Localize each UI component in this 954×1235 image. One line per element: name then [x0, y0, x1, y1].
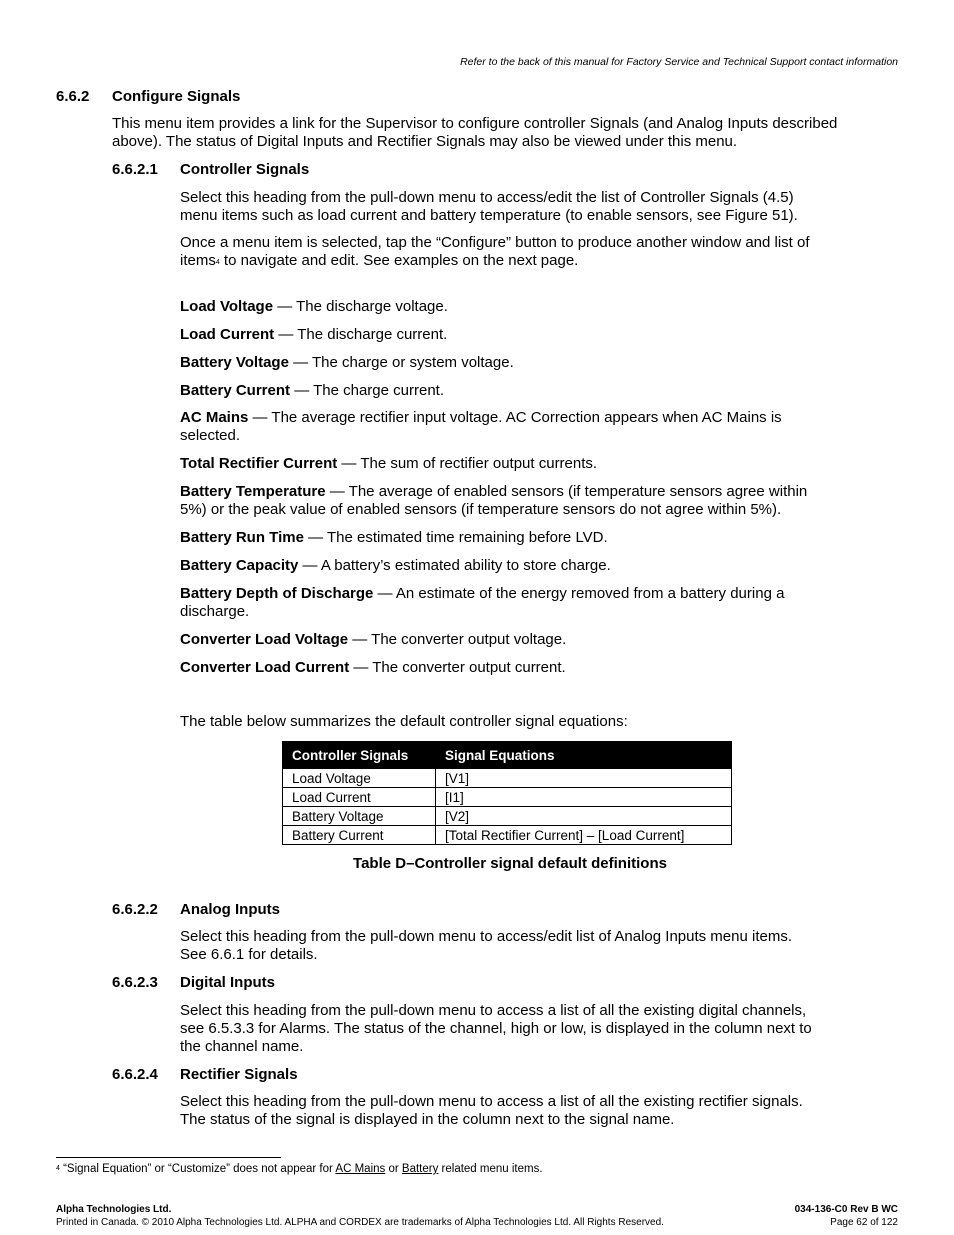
table-caption: Table D–Controller signal default definitions — [353, 855, 667, 872]
section-number: 6.6.2 — [56, 88, 90, 105]
subsection-heading-digital-inputs — [112, 974, 275, 991]
definition-term: Converter Load Current — [180, 659, 350, 676]
definition-desc: — A battery’s estimated ability to store charge. — [298, 557, 611, 574]
definition-battery-depth-of-discharge — [180, 585, 784, 621]
subsection-heading-rectifier-signals — [112, 1066, 298, 1083]
table-cell: [V2] — [436, 807, 732, 826]
table-intro: The table below summarizes the default controller signal equations: — [180, 713, 628, 730]
table-cell: Battery Current — [283, 826, 436, 845]
table-row — [283, 788, 732, 807]
footer-right — [795, 1203, 898, 1229]
definition-term: Battery Temperature — [180, 483, 326, 500]
subsection-number: 6.6.2.2 — [112, 901, 158, 918]
footnote-underlined-battery: Battery — [401, 1163, 439, 1175]
definition-desc-cont: discharge. — [180, 603, 250, 620]
footnote-underlined-ac-mains: AC Mains — [335, 1163, 386, 1175]
table-header-cell: Controller Signals — [283, 742, 436, 769]
controller-signals-paragraph-2 — [180, 234, 810, 270]
definition-desc: — The converter output current. — [349, 659, 566, 676]
definition-battery-temperature — [180, 483, 807, 519]
table-row — [283, 769, 732, 788]
definition-desc: — The charge or system voltage. — [288, 354, 514, 371]
subsection-title: Digital Inputs — [180, 974, 275, 991]
subsection-number: 6.6.2.1 — [112, 161, 158, 178]
definition-load-voltage — [180, 298, 448, 316]
table-row — [283, 826, 732, 845]
definition-desc: — The sum of rectifier output currents. — [337, 455, 598, 472]
section-intro — [112, 115, 837, 151]
paragraph-line: Select this heading from the pull-down menu to access a list of all the existing digital channels, — [180, 1002, 807, 1019]
definition-desc: — The average rectifier input voltage. AC Correction appears when AC Mains is — [248, 409, 782, 426]
table-header-row — [283, 742, 732, 769]
paragraph-line: see 6.5.3.3 for Alarms. The status of the channel, high or low, is displayed in the column next to — [180, 1020, 812, 1037]
digital-inputs-paragraph — [180, 1002, 812, 1056]
footnote-text: related menu items. — [438, 1163, 543, 1175]
paragraph-line — [180, 252, 810, 270]
paragraph-text: items — [180, 252, 216, 269]
definition-term: Load Voltage — [180, 298, 274, 315]
definition-battery-current — [180, 382, 444, 400]
footer-page-number: Page 62 of 122 — [830, 1217, 898, 1228]
paragraph-text: to navigate and edit. See examples on the next page. — [219, 252, 579, 269]
analog-inputs-paragraph — [180, 928, 792, 964]
subsection-title: Controller Signals — [180, 161, 310, 178]
subsection-title: Rectifier Signals — [180, 1066, 298, 1083]
section-intro-line2: above). The status of Digital Inputs and Rectifier Signals may also be viewed under this menu. — [112, 133, 738, 150]
definition-desc: — The average of enabled sensors (if temperature sensors agree within — [325, 483, 808, 500]
subsection-title: Analog Inputs — [180, 901, 280, 918]
rectifier-signals-paragraph — [180, 1093, 803, 1129]
definition-desc: — The discharge voltage. — [273, 298, 448, 315]
footnote-reference: 4 — [215, 259, 220, 266]
paragraph-line: Select this heading from the pull-down menu to access a list of all the existing rectifier signals. — [180, 1093, 803, 1110]
footnote-text: or — [385, 1163, 402, 1175]
subsection-heading-analog-inputs — [112, 901, 280, 918]
header-note: Refer to the back of this manual for Factory Service and Technical Support contact information — [460, 56, 898, 68]
definition-desc: — The charge current. — [290, 382, 444, 399]
definition-desc: — The estimated time remaining before LVD. — [303, 529, 608, 546]
paragraph-line: Select this heading from the pull-down menu to access/edit list of Analog Inputs menu items. — [180, 928, 792, 945]
paragraph-line: Once a menu item is selected, tap the “Configure” button to produce another window and list of — [180, 234, 810, 251]
table-cell: Load Voltage — [283, 769, 436, 788]
definition-desc-cont: selected. — [180, 427, 241, 444]
definition-battery-voltage — [180, 354, 514, 372]
paragraph-line: the channel name. — [180, 1038, 304, 1055]
paragraph-line: menu items such as load current and battery temperature (to enable sensors, see Figure 51). — [180, 207, 798, 224]
definition-term: Converter Load Voltage — [180, 631, 349, 648]
definition-desc: — An estimate of the energy removed from a battery during a — [373, 585, 785, 602]
table-header-cell: Signal Equations — [436, 742, 732, 769]
section-title: Configure Signals — [112, 88, 241, 105]
subsection-heading-controller-signals — [112, 161, 309, 178]
controller-signals-paragraph-1 — [180, 189, 798, 225]
paragraph-line: The status of the signal is displayed in the column next to the signal name. — [180, 1111, 675, 1128]
table-row — [283, 807, 732, 826]
definition-term: Battery Run Time — [180, 529, 304, 546]
definition-load-current — [180, 326, 447, 344]
definition-desc-cont: 5%) or the peak value of enabled sensors (if temperature sensors do not agree within 5%). — [180, 501, 782, 518]
footer-copyright: Printed in Canada. © 2010 Alpha Technologies Ltd. ALPHA and CORDEX are trademarks of Alpha Technologies Ltd. All Rights Reserved. — [56, 1217, 664, 1228]
signal-equations-table — [282, 741, 732, 845]
definition-term: Battery Capacity — [180, 557, 299, 574]
table-cell: Load Current — [283, 788, 436, 807]
footnote — [56, 1163, 543, 1175]
footnote-divider — [56, 1157, 281, 1158]
definition-battery-run-time — [180, 529, 608, 547]
section-heading — [56, 88, 240, 105]
definition-battery-capacity — [180, 557, 611, 575]
definition-term: AC Mains — [180, 409, 249, 426]
definition-total-rectifier-current — [180, 455, 597, 473]
paragraph-line: Select this heading from the pull-down menu to access/edit the list of Controller Signals (4.5) — [180, 189, 794, 206]
definition-term: Load Current — [180, 326, 275, 343]
definition-converter-load-voltage — [180, 631, 566, 649]
definition-ac-mains — [180, 409, 782, 445]
footnote-text: “Signal Equation” or “Customize” does not appear for — [59, 1163, 336, 1175]
table-cell: Battery Voltage — [283, 807, 436, 826]
definition-desc: — The discharge current. — [274, 326, 448, 343]
footer-doc-number: 034-136-C0 Rev B WC — [794, 1204, 898, 1215]
footnote-mark: 4 — [56, 1165, 60, 1172]
definition-term: Battery Depth of Discharge — [180, 585, 374, 602]
definition-term: Battery Voltage — [180, 354, 289, 371]
section-intro-line1: This menu item provides a link for the Supervisor to configure controller Signals (and Analog Inputs described — [112, 115, 838, 132]
footer-left — [56, 1203, 664, 1229]
table-cell: [I1] — [436, 788, 732, 807]
table-cell: [Total Rectifier Current] – [Load Current] — [436, 826, 732, 845]
definition-term: Total Rectifier Current — [180, 455, 338, 472]
subsection-number: 6.6.2.3 — [112, 974, 158, 991]
definition-term: Battery Current — [180, 382, 291, 399]
definition-desc: — The converter output voltage. — [348, 631, 567, 648]
paragraph-line: See 6.6.1 for details. — [180, 946, 318, 963]
footer-company: Alpha Technologies Ltd. — [56, 1204, 172, 1215]
definition-converter-load-current — [180, 659, 566, 677]
table-cell: [V1] — [436, 769, 732, 788]
subsection-number: 6.6.2.4 — [112, 1066, 158, 1083]
